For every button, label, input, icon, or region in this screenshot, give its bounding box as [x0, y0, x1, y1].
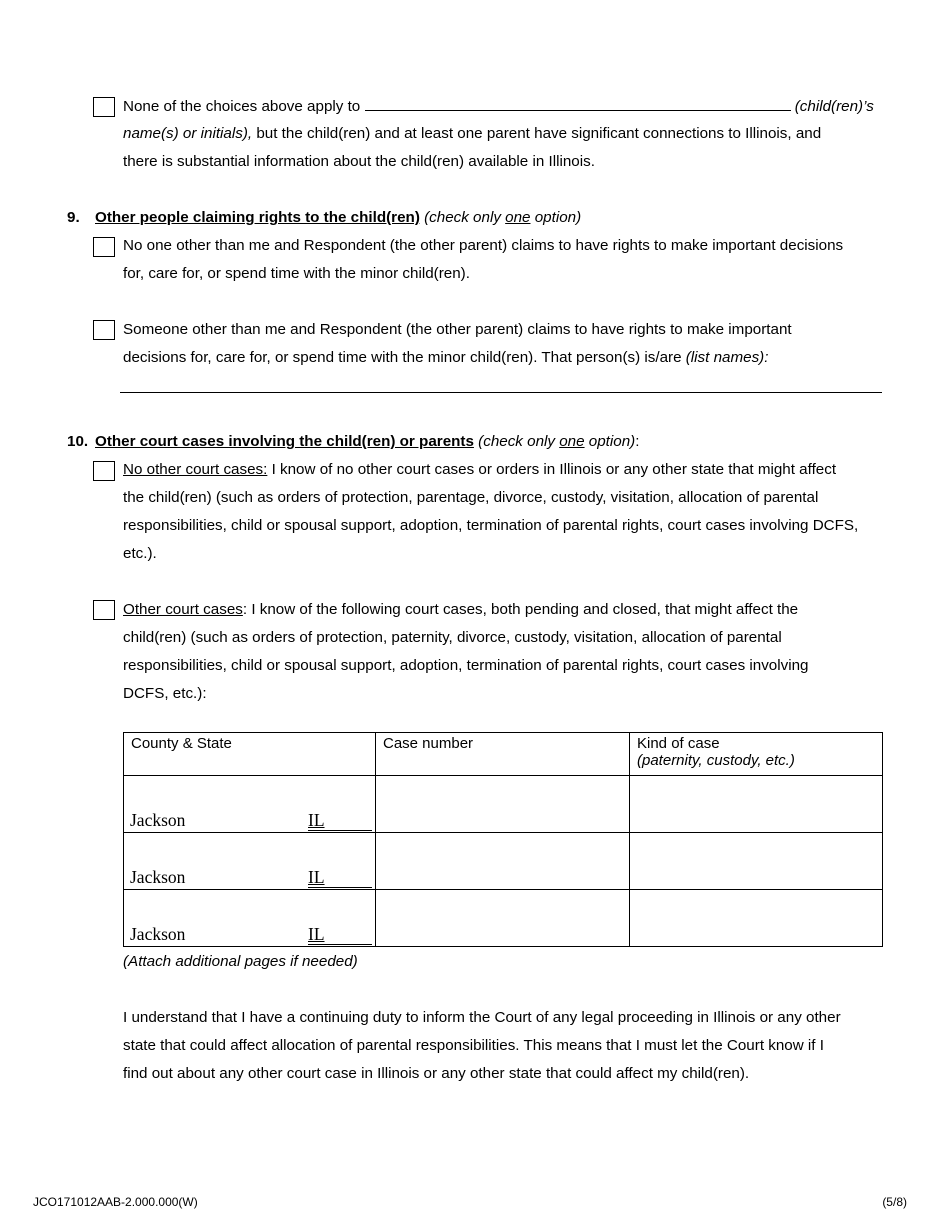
attach-pages-note: (Attach additional pages if needed) [123, 953, 358, 970]
section9-opt2-line2: decisions for, care for, or spend time with the minor child(ren). That person(s) is/are (list names): [123, 349, 769, 366]
duty-line2: state that could affect allocation of parental responsibilities. This means that I must let the Court know if I [123, 1037, 824, 1054]
section10-opt2-line4: DCFS, etc.): [123, 685, 207, 702]
kind-of-case-cell[interactable] [630, 833, 883, 890]
none-apply-line3: there is substantial information about the child(ren) available in Illinois. [123, 153, 595, 170]
section10-opt1-line4: etc.). [123, 545, 157, 562]
duty-line1: I understand that I have a continuing duty to inform the Court of any legal proceeding in Illinois or any other [123, 1009, 841, 1026]
checkbox-none-apply[interactable] [93, 97, 115, 117]
none-apply-line2: name(s) or initials), but the child(ren) and at least one parent have significant connections to Illinois, and [123, 125, 822, 142]
section9-opt2-line1: Someone other than me and Respondent (the other parent) claims to have rights to make important [123, 321, 792, 338]
children-names-blank[interactable] [365, 96, 791, 111]
checkbox-someone-else[interactable] [93, 320, 115, 340]
case-number-cell[interactable] [376, 833, 630, 890]
county-state-cell[interactable] [124, 833, 376, 890]
header-kind-of-case: Kind of case (paternity, custody, etc.) [630, 733, 883, 776]
header-county-state: County & State [124, 733, 376, 776]
case-number-cell[interactable] [376, 890, 630, 947]
county-value: Jackson [130, 810, 186, 830]
state-value: IL [308, 811, 372, 831]
checkbox-other-cases[interactable] [93, 600, 115, 620]
section9-heading: Other people claiming rights to the child(ren) (check only one option) [95, 209, 582, 226]
section10-title: Other court cases involving the child(ren) or parents [95, 433, 474, 450]
state-value: IL [308, 925, 372, 945]
header-case-number: Case number [376, 733, 630, 776]
list-names-blank[interactable] [120, 392, 882, 393]
page-number: (5/8) [882, 1195, 907, 1209]
section10-opt1-line2: the child(ren) (such as orders of protection, parentage, divorce, custody, visitation, allocation of parental [123, 489, 819, 506]
section10-number: 10. [67, 433, 89, 450]
section10-opt2-line2: child(ren) (such as orders of protection, paternity, divorce, custody, visitation, allocation of parental [123, 629, 782, 646]
section9-opt1-line2: for, care for, or spend time with the minor child(ren). [123, 265, 470, 282]
court-cases-table [123, 732, 883, 947]
kind-of-case-cell[interactable] [630, 776, 883, 833]
kind-of-case-cell[interactable] [630, 890, 883, 947]
section9-title: Other people claiming rights to the child(ren) [95, 209, 420, 226]
county-value: Jackson [130, 924, 186, 944]
county-value: Jackson [130, 867, 186, 887]
table-row [124, 776, 883, 833]
section10-heading: Other court cases involving the child(ren) or parents (check only one option): [95, 433, 640, 450]
duty-line3: find out about any other court case in Illinois or any other state that could affect my child(ren). [123, 1065, 750, 1082]
table-row [124, 833, 883, 890]
checkbox-no-one-else[interactable] [93, 237, 115, 257]
section10-opt2-line1: Other court cases: I know of the following court cases, both pending and closed, that might affect the [123, 601, 799, 618]
section10-opt1-line1: No other court cases: I know of no other court cases or orders in Illinois or any other state that might affect [123, 461, 837, 478]
table-row [124, 890, 883, 947]
section10-opt2-line3: responsibilities, child or spousal support, adoption, termination of parental rights, court cases involving [123, 657, 809, 674]
table-header-row [124, 733, 883, 776]
none-apply-line1: None of the choices above apply to (child(ren)’s [123, 98, 874, 115]
form-id: JCO171012AAB-2.000.000(W) [33, 1195, 198, 1209]
section9-opt1-line1: No one other than me and Respondent (the other parent) claims to have rights to make important decisions [123, 237, 844, 254]
checkbox-no-other-cases[interactable] [93, 461, 115, 481]
case-number-cell[interactable] [376, 776, 630, 833]
section9-number: 9. [67, 209, 80, 226]
county-state-cell[interactable] [124, 890, 376, 947]
county-state-cell[interactable] [124, 776, 376, 833]
section10-opt1-line3: responsibilities, child or spousal support, adoption, termination of parental rights, court cases involving DCFS, [123, 517, 859, 534]
state-value: IL [308, 868, 372, 888]
